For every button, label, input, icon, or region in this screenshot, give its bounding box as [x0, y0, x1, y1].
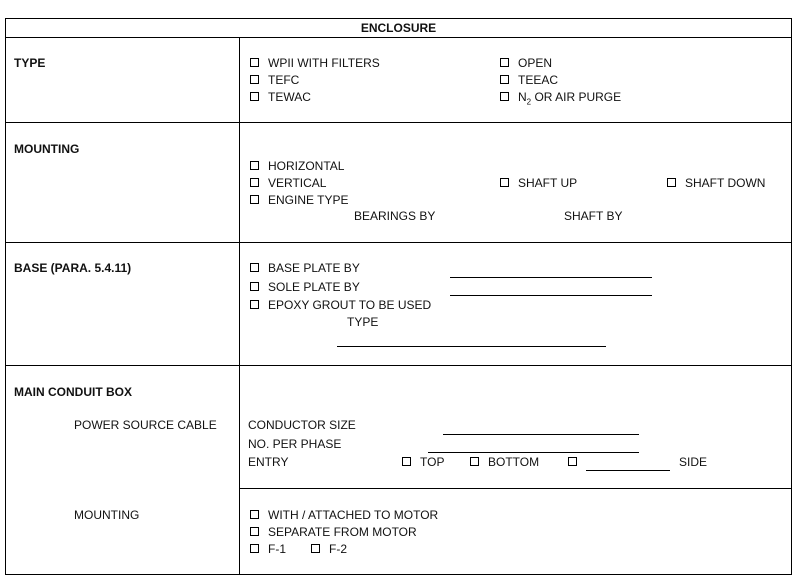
table-border-bottom [5, 574, 792, 575]
checkbox-f1[interactable] [250, 544, 259, 553]
checkbox-separate-from-motor[interactable] [250, 527, 259, 536]
checkbox-open[interactable] [500, 58, 509, 67]
option-entry-side: SIDE [679, 455, 708, 469]
conduit-mounting-label: MOUNTING [74, 508, 140, 522]
column-divider [239, 37, 240, 575]
option-vertical: VERTICAL [268, 176, 327, 190]
checkbox-tewac[interactable] [250, 92, 259, 101]
table-border-right [791, 18, 792, 575]
epoxy-type-line[interactable] [337, 346, 606, 347]
conductor-size-label: CONDUCTOR SIZE [248, 418, 356, 432]
checkbox-entry-bottom[interactable] [470, 457, 479, 466]
checkbox-f2[interactable] [311, 544, 320, 553]
header-divider [5, 37, 792, 38]
option-open: OPEN [518, 56, 553, 70]
checkbox-entry-top[interactable] [402, 457, 411, 466]
epoxy-type-label: TYPE [347, 315, 379, 329]
option-epoxy-grout: EPOXY GROUT TO BE USED [268, 298, 432, 312]
purge-subscript: 2 [526, 97, 532, 107]
purge-prefix: N [518, 90, 527, 104]
checkbox-wpii[interactable] [250, 58, 259, 67]
sole-plate-by-line[interactable] [450, 295, 652, 296]
checkbox-sole-plate[interactable] [250, 282, 259, 291]
checkbox-n2-purge[interactable] [500, 92, 509, 101]
mounting-label: MOUNTING [14, 142, 80, 156]
option-base-plate: BASE PLATE BY [268, 261, 360, 275]
checkbox-attached-to-motor[interactable] [250, 510, 259, 519]
option-attached-to-motor: WITH / ATTACHED TO MOTOR [268, 508, 439, 522]
checkbox-teeac[interactable] [500, 75, 509, 84]
option-engine-type: ENGINE TYPE [268, 193, 349, 207]
conductor-size-line[interactable] [443, 434, 639, 435]
option-teeac: TEEAC [518, 73, 559, 87]
option-wpii: WPII WITH FILTERS [268, 56, 380, 70]
option-tefc: TEFC [268, 73, 300, 87]
checkbox-entry-side[interactable] [568, 457, 577, 466]
type-label: TYPE [14, 56, 46, 70]
conduit-inner-divider [240, 488, 792, 489]
mounting-base-divider [5, 242, 792, 243]
option-entry-top: TOP [420, 455, 445, 469]
option-n2-purge [518, 90, 622, 107]
purge-suffix: OR AIR PURGE [531, 90, 622, 104]
base-label: BASE (PARA. 5.4.11) [14, 261, 132, 275]
checkbox-base-plate[interactable] [250, 263, 259, 272]
option-f2: F-2 [329, 542, 347, 556]
entry-label: ENTRY [248, 455, 289, 469]
option-separate-from-motor: SEPARATE FROM MOTOR [268, 525, 417, 539]
entry-side-line[interactable] [586, 470, 670, 471]
base-plate-by-line[interactable] [450, 277, 652, 278]
option-shaft-up: SHAFT UP [518, 176, 578, 190]
option-f1: F-1 [268, 542, 286, 556]
checkbox-shaft-down[interactable] [667, 178, 676, 187]
base-conduit-divider [5, 365, 792, 366]
table-border-left [5, 18, 6, 575]
enclosure-title: ENCLOSURE [360, 21, 437, 35]
checkbox-vertical[interactable] [250, 178, 259, 187]
option-shaft-down: SHAFT DOWN [685, 176, 766, 190]
checkbox-shaft-up[interactable] [500, 178, 509, 187]
checkbox-engine-type[interactable] [250, 195, 259, 204]
shaft-by-label: SHAFT BY [564, 209, 623, 223]
main-conduit-box-label: MAIN CONDUIT BOX [14, 385, 132, 399]
checkbox-tefc[interactable] [250, 75, 259, 84]
no-per-phase-line[interactable] [428, 452, 639, 453]
option-horizontal: HORIZONTAL [268, 159, 345, 173]
bearings-by-label: BEARINGS BY [354, 209, 436, 223]
table-border-top [5, 18, 792, 19]
no-per-phase-label: NO. PER PHASE [248, 437, 342, 451]
checkbox-epoxy-grout[interactable] [250, 300, 259, 309]
checkbox-horizontal[interactable] [250, 161, 259, 170]
type-mounting-divider [5, 122, 792, 123]
option-entry-bottom: BOTTOM [488, 455, 540, 469]
option-tewac: TEWAC [268, 90, 311, 104]
option-sole-plate: SOLE PLATE BY [268, 280, 360, 294]
power-source-cable-label: POWER SOURCE CABLE [74, 418, 217, 432]
